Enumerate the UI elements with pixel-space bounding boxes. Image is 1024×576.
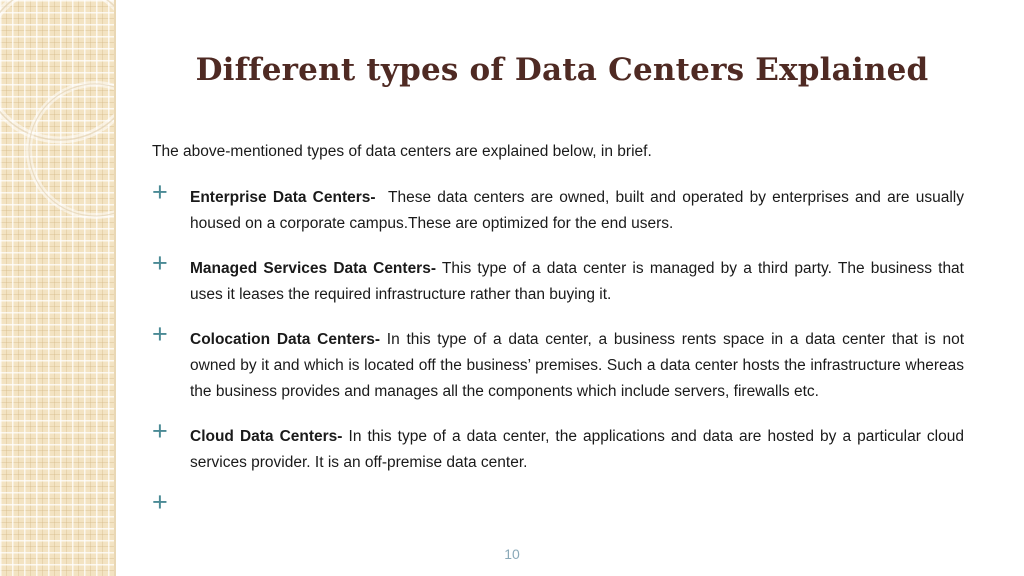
page-number: 10	[504, 546, 520, 562]
bullet-text	[190, 185, 964, 237]
bullet-list	[152, 177, 964, 540]
decorative-rings	[0, 0, 114, 576]
bullet-term: Enterprise Data Centers-	[190, 189, 376, 206]
plus-icon: +	[152, 416, 168, 446]
bullet-text	[190, 424, 964, 476]
bullet-item-enterprise	[152, 177, 964, 237]
bullet-item-cloud	[152, 416, 964, 476]
side-band-edge	[114, 0, 116, 576]
plus-icon: +	[152, 177, 168, 207]
bullet-text	[190, 327, 964, 405]
plus-icon: +	[152, 487, 168, 517]
bullet-term: Cloud Data Centers-	[190, 428, 343, 445]
slide-title: Different types of Data Centers Explained	[195, 52, 929, 88]
bullet-item-empty	[152, 487, 964, 521]
bullet-text	[190, 256, 964, 308]
bullet-term: Managed Services Data Centers-	[190, 260, 436, 277]
decorative-side-band	[0, 0, 114, 576]
bullet-description: In this type of a data center, a business rents space in a data center that is not owned by it and which is located off the business’ premises. Such a data center hosts the infrastructure whereas the business provides and manages all the components which include servers, firewalls etc.	[190, 331, 964, 400]
bullet-item-colocation	[152, 319, 964, 405]
slide-intro: The above-mentioned types of data centers are explained below, in brief.	[152, 143, 652, 160]
bullet-description: In this type of a data center, the applications and data are hosted by a particular cloud services provider. It is an off-premise data center.	[190, 428, 964, 471]
plus-icon: +	[152, 248, 168, 278]
plus-icon: +	[152, 319, 168, 349]
bullet-description: These data centers are owned, built and operated by enterprises and are usually housed on a corporate campus.These are optimized for the end users.	[190, 189, 964, 232]
bullet-term: Colocation Data Centers-	[190, 331, 381, 348]
bullet-description: This type of a data center is managed by a third party. The business that uses it leases the required infrastructure rather than buying it.	[190, 260, 964, 303]
bullet-item-managed-services	[152, 248, 964, 308]
